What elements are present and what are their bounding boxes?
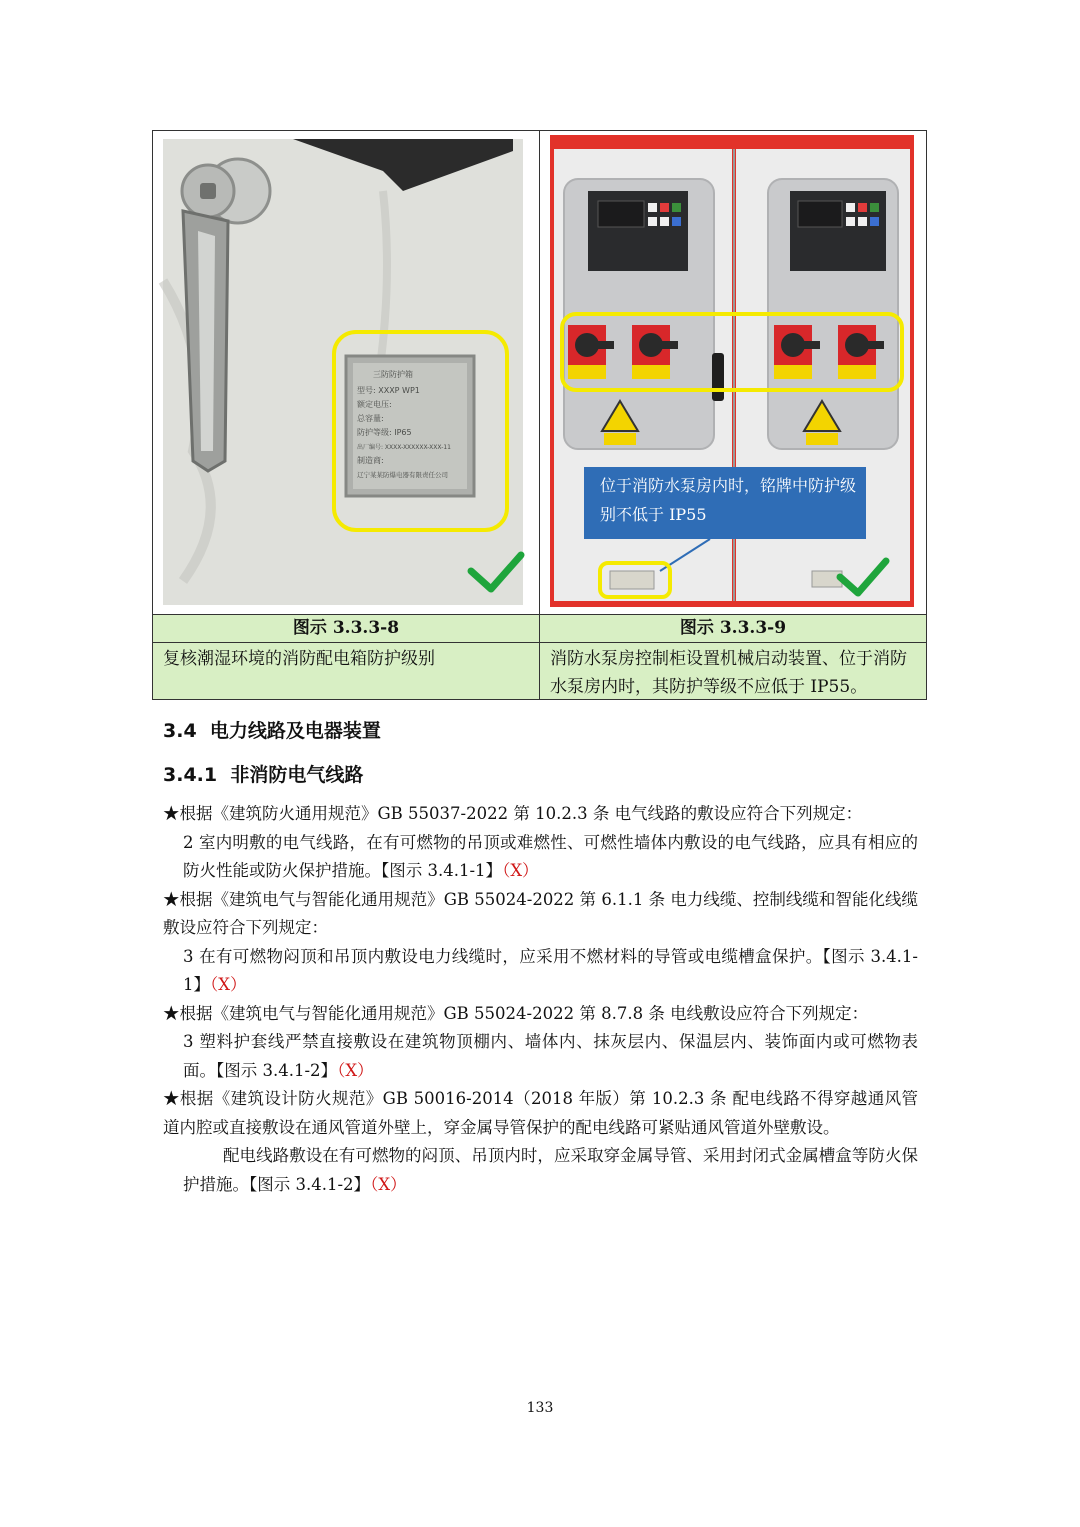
- figure-table: [152, 130, 927, 700]
- regulation-detail: 3 在有可燃物闷顶和吊顶内敷设电力线缆时，应采用不燃材料的导管或电缆槽盒保护。【图示 3.4.1-1】（X）: [183, 946, 918, 994]
- figure-caption: 图示 3.3.3-8: [292, 618, 400, 638]
- page-number: 133: [526, 1400, 554, 1416]
- regulation-detail: 2 室内明敷的电气线路，在有可燃物的吊顶或难燃性、可燃性墙体内敷设的电气线路，应具有相应的防火性能或防火保护措施。【图示 3.4.1-1】（X）: [183, 832, 918, 880]
- noncompliance-mark: （X）: [337, 1060, 374, 1080]
- noncompliance-mark: （X）: [502, 861, 539, 880]
- distribution-box-illustration: [153, 131, 539, 614]
- subsection-heading: [163, 760, 363, 787]
- regulation-paragraph: ★根据《建筑设计防火规范》GB 50016-2014（2018 年版）第 10.2.3 条 配电线路不得穿越通风管道内腔或直接敷设在通风管道外壁上，穿金属导管保护的配电线路可紧贴通风管道外壁敷设。: [163, 1089, 918, 1137]
- noncompliance-mark: （X）: [210, 975, 247, 994]
- body-text: [163, 800, 918, 1199]
- photo-distribution-box: [153, 131, 540, 614]
- nameplate-line: 防护等级: IP65: [357, 428, 412, 437]
- regulation-detail: 配电线路敷设在有可燃物的闷顶、吊顶内时，应采取穿金属导管、采用封闭式金属槽盒等防火保护措施。【图示 3.4.1-2】（X）: [183, 1146, 918, 1194]
- caption-title-row: [153, 614, 926, 642]
- nameplate-line: 出厂编号: XXXX-XXXXXX-XXX-11: [357, 444, 451, 451]
- figure-description: 复核潮湿环境的消防配电箱防护级别: [163, 649, 435, 669]
- regulation-paragraph: ★根据《建筑电气与智能化通用规范》GB 55024-2022 第 8.7.8 条 电线敷设应符合下列规定：: [163, 1003, 869, 1023]
- nameplate-line: 辽宁某某防爆电器有限责任公司: [357, 471, 448, 479]
- nameplate-line: 型号: XXXP WP1: [357, 386, 420, 395]
- nameplate-line: 制造商:: [357, 456, 384, 465]
- control-cabinet-illustration: [540, 131, 926, 614]
- figure-description: 消防水泵房控制柜设置机械启动装置、位于消防水泵房内时，其防护等级不应低于 IP55。: [550, 649, 907, 697]
- nameplate-line: 总容量:: [357, 414, 384, 423]
- photo-pump-control-cabinet: [540, 131, 926, 614]
- regulation-paragraph: ★根据《建筑电气与智能化通用规范》GB 55024-2022 第 6.1.1 条 电力线缆、控制线缆和智能化线缆敷设应符合下列规定：: [163, 889, 918, 937]
- noncompliance-mark: （X）: [370, 1174, 407, 1194]
- section-number: 3.4: [163, 720, 197, 742]
- regulation-paragraph: ★根据《建筑防火通用规范》GB 55037-2022 第 10.2.3 条 电气线路的敷设应符合下列规定：: [163, 804, 863, 823]
- section-heading: [163, 716, 381, 743]
- section-title: 电力线路及电器装置: [209, 720, 381, 742]
- nameplate-title: 三防防护箱: [373, 370, 413, 379]
- subsection-title: 非消防电气线路: [230, 764, 364, 786]
- nameplate-line: 额定电压:: [357, 400, 392, 409]
- subsection-number: 3.4.1: [163, 764, 218, 786]
- regulation-detail: 3 塑料护套线严禁直接敷设在建筑物顶棚内、墙体内、抹灰层内、保温层内、装饰面内或可燃物表面。【图示 3.4.1-2】（X）: [183, 1032, 918, 1080]
- caption-description-row: [153, 642, 926, 699]
- callout-text: 位于消防水泵房内时，铭牌中防护级别不低于 IP55: [600, 476, 857, 524]
- figure-caption: 图示 3.3.3-9: [679, 618, 787, 638]
